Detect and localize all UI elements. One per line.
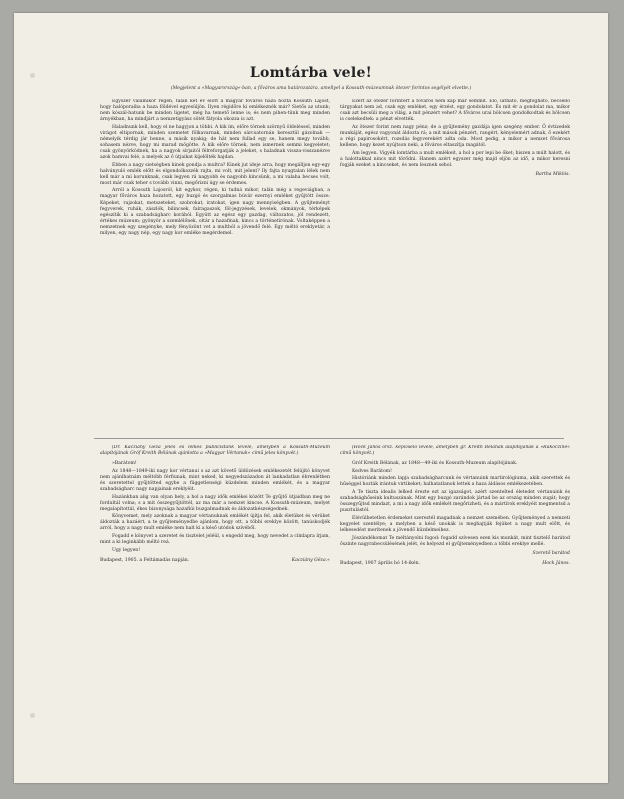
- letter-place-date: Budapest, 1905. a Feltámadás napján.: [100, 557, 190, 563]
- article-signature: Bartha Miklós.: [535, 171, 570, 177]
- article-subtitle: (Megjelent a »Magyarország«-ban, a főváros ama határozatára, amellyel a Kossuth-múzeumnak ötezer forintos segélyét elvette.): [170, 86, 472, 91]
- article-paragraph: Az ötezer forint nem nagy pénz; de a gyűjtemény gazdája igen szegény ember. Ő évtizedek munkáját, egész vagyonát áldozta rá; a mit mások pénzért, rangért, kényelemért adnak, ő ezekért a régi papirosokért, rozsdás fegyverekért adta oda. Most pedig, a mikor a nemzet fővárosa kellene, hogy kezet nyújtson neki, a főváros eltaszítja magától.: [340, 124, 570, 148]
- letter-closing: Szerető barátod: [532, 550, 570, 556]
- article-paragraph: Arról a Kossuth Lajosról, kit egykor, régen, ki tudná mikor, talán még a regeviágban, a magyar főváros haza hozatott, egy buzgó és szorgalmas búvár ezernyi emléket gyűjtött össze. Képeket, rajzokat, metszeteket, szobrokat, iratokat, igen nagy mennyiségben. A gyűjteményt fegyverek, ruhák, zászlók, bilincsek, falragaszok, föl-jegyzések, levelek, okmányok, térképek egészítik ki a szabadságharc korából. Együtt az egész egy gazdag, változatos, jól rendezett, értékes múzeum; gyönyör a szemlélőnek, oltár a hazafinak, kincs a történetírónak. Voltaképpen a nemzetnek egy szegényke, mely fényözönt vet a multból a jövendő felé. Egy méltó ereklyetár, a milyen, egy nagy nép, egy nagy kor emléke megérdemel.: [100, 188, 330, 236]
- article-paragraph: Ezért az ötezer forintért a főváros nem kap már semmit. Élő, látható, megfogható, becséllő tárgyakat nem ad, csak egy emléket, egy érzést, egy gondolatot. És mit ér a gondolat ma, mikor csak azt becsüli meg a világ, a mit pénzért vehet? A főváros urai bölcsen gondolkodtak és bölcsen is cselekedtek: a pénzt elvették.: [340, 99, 570, 123]
- article-paragraph: Ám legyen. Vigyék lomtárba a mult emlékeit, a hol a por lepi be őket; hiszen a múlt halott, és a halottakkal nincs mit törődni. Hanem azért egyszer még majd eljön az idő, a mikor keresni fogják ezeket a kincseket, és nem lesznek sehol.: [340, 150, 570, 168]
- article-column-right: [340, 99, 570, 434]
- letter-recipient: Gróf Kreith Bélának, az 1848—49-iki és Kossuth-Muzeum alapítójának.: [352, 461, 518, 467]
- article-paragraph: Egyszer valamikor régen, talán két év előtt a magyar főváros haza hozta Kossuth Lajost, hogy halóporaiba a haza földével egyesüljön. Ilyen régidőre ki emlékeznék már? Sietős az utunk; nem kószál-hatunk be minden ligetet, még ha temető lenne is; és nem pihen-tünk meg minden árnyékban, ha mindjárt a nemzetigyász sötét fátyola okozza is azt.: [100, 99, 330, 123]
- letter-signature: Hock János.: [542, 560, 570, 566]
- letter-paragraph: Az 1848—1849-iki nagy kor vértanui s az azt követő üldözések emlékezetét felújító könyvet nem ajánlhatnám méltóbb férfiunak, mint neked, ki negyedszázadon át lankadatlan ébrenlétben és szeretettel gyűjtötted egybe a függetlenségi küzdelem minden emlékét, és a magyar szabadságharc nagy napjainak ereklyéit.: [100, 468, 330, 492]
- letter-paragraph: Elévülhetetlen érdemeket szereztél magadnak a nemzet szemében. Gyűjteményed a nemzeti kegyelet szentélye; a melyben a késő unokák is meghajtják fejüket a nagy mult előtt, és lelkesedést merítenek a jövendő küzdelmeihez.: [340, 515, 570, 533]
- article-paragraph: Haladnunk kell, hogy el ne hagyjon a többi. A kik ím, előre törnek szörnyű öldeléssel, minden virágot eltipornak, minden szemetet fölkavarnak, minden sárcsatornán keresztül gázolnak — némelyik térdig jár benne, a másik nyakig; de hát nem fullad egy se, hanem megy tovább, sohasem nézve, hogy mi marad mögötte. A kik előre törnek, nem ismernek semmi kegyeletet; csak gyönyörködnek, ha a nagyok sírjaitól félreforgatják a jeleket, s haladnak vissza-visszanézve azok hamvai felé, a melyek az ő útjaikat kijelölték hajdan.: [100, 124, 330, 161]
- letter-kaczany: [100, 445, 330, 765]
- letter-intro: (Hock János orsz. képviselő levele, amelyben gr. Kreith Bélának alapítójának a »Rákócziné« című könyvét.): [340, 445, 570, 457]
- letter-salutation: Kedves Barátom!: [352, 468, 392, 474]
- article-paragraph: Ebben a nagy sietségben kinek gondja a multra? Kinek jut ideje arra, hogy megálljon egy-egy halványuló emlék előtt és elgondolkozzék rajta, mi volt, mit jelent? Ily fajta nyugtalan lélek nem kell már a mi korunknak, csak legyen rá nagyobb és nagyobb kincsünk, a mi valaha becses volt, most már csak teher s tovább vinni, megőrizni úgy se érdemes.: [100, 162, 330, 186]
- letter-paragraph: Fogadd e könyvet a szeretet és tisztelet jeléül, s engedd meg, hogy nevedet a címlapra írjam, mint a ki leginkább méltó reá.: [100, 533, 330, 546]
- letter-dateline: [340, 561, 570, 567]
- punch-hole: [30, 713, 35, 718]
- section-divider: [94, 438, 564, 439]
- letter-paragraph: Könyvemet, mely azoknak a magyar vértanuknak emlékét újítja fel, akik életüket és vérüket áldozták a hazáért, a te gyűjteményedbe ajánlom, hogy ott, a többi ereklye között, tanúskodjék arról, hogy a nagy mult emléke nem halt ki a késő utódok szívéből.: [100, 514, 330, 532]
- letter-signature: Kacziány Géza.«: [291, 557, 330, 563]
- letter-intro: (Dr. Kacziány Géza jeles és lelkes publicistánk levele, amelyben a Kossuth-Muzeum alapítójának Gróf Kreith Bélának ajánlotta a »Magyar Vértanuk« című jeles könyvét.): [100, 445, 330, 457]
- letter-closing: Ugy legyen!: [112, 547, 141, 553]
- letter-paragraph: A Te tiszta idealis lelked érezte ezt az igazságot, azért szentelted életedet vértanuink és szabadsághőseink kultuszának. Mint egy buzgó zarándok jártad be az ország minden zugát; hogy összegyűjtsd mindazt, a mi a nagy idők emlékét megőrizheti, és a mártírok ereklyéit megmentsd a pusztulástól.: [340, 490, 570, 514]
- letter-paragraph: Históriánk minden lapja szabadságharcunk és vértanuink martirológiuma, akik szerettek és hűséggel hozták irántuk virtikeket; halhatatlanok lettek a haza áldásos emlékezetében.: [340, 476, 570, 488]
- article-column-left: [100, 99, 330, 434]
- letter-dateline: [100, 558, 330, 564]
- letter-salutation: »Barátom!: [112, 461, 137, 467]
- letter-paragraph: Hazánkban alig van olyan hely, a hol a nagy idők emlékei között Te gyűjtő útjaidban meg ne fordultál volna; s a mit összegyűjtöttél, az ma már a nemzet kincse. A Kossuth-múzeum, melyet megalapítottál, ékes bizonysága hazafiúi buzgalmadnak és áldozatkészségednek.: [100, 494, 330, 512]
- article-title: Lomtárba vele!: [249, 65, 373, 81]
- letter-place-date: Budapest, 1907 április hó 14-ikén.: [340, 560, 421, 566]
- letter-hock: [340, 445, 570, 765]
- letter-paragraph: Jószándékomat Te méltányolni fogod: fogadd szívesen ezen kis munkát, mint tisztelő barátod őszinte nagyrabecsülésének jelét, és helyezd el gyűjteményedben a többi ereklye mellé.: [340, 535, 570, 547]
- document-page: [14, 13, 608, 783]
